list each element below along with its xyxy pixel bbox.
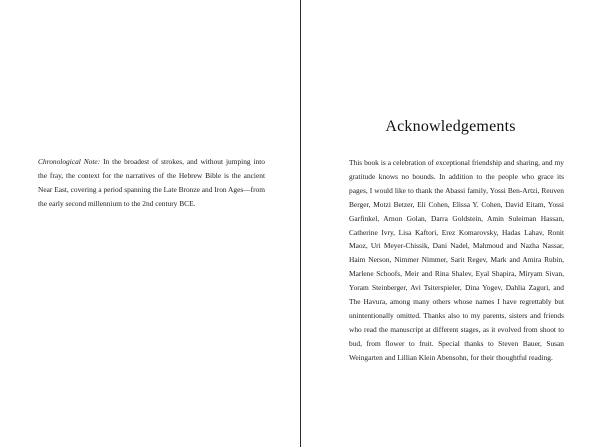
acknowledgements-body: This book is a celebration of exceptional friendship and sharing, and my gratitude knows no bounds. In addition to the people who grace its pages, I would like to thank the Abassi family, Yossi Ben-Artzi, Reuven Berger, Motzi Betzer, Eli Cohen, Elissa Y. Cohen, David Eitam, Yossi Garfinkel, Arnon Golan, Darra Goldstein, Amin Suleiman Hassan, Catherine Ivry, Lisa Kaftori, Erez Komarovsky, Hadas Lahav, Ronit Maoz, Uri Meyer-Chissik, Dani Nadel, Mahmoud and Nazha Nassar, Haim Nerson, Nimmer Nimmer, Sarit Regev, Mark and Amira Rubin, Marlene Schoofs, Meir and Rina Shalev, Eyal Shapira, Miryam Sivan, Yoram Steinberger, Avi Tsiterspieler, Dina Yogev, Dahlia Zaguri, and The Havura, among many others whose names I have regrettably but unintentionally omitted. Thanks also to my parents, sisters and friends who read the manuscript at different stages, as it evolved from shoot to bud, from flower to fruit. Special thanks to Steven Bauer, Susan Weingarten and Lillian Klein Abensohn, for their thoughtful reading.	[349, 158, 564, 362]
right-page	[301, 0, 600, 447]
chronological-note-lead: Chronological Note:	[38, 157, 101, 166]
chronological-note-body: In the broadest of strokes, and without jumping into the fray, the context for the narratives of the Hebrew Bible is the ancient Near East, covering a period spanning the Late Bronze and Iron Ages—from the early second millennium to the 2nd century BCE.	[38, 157, 266, 208]
page-title: Acknowledgements	[385, 118, 516, 135]
chronological-note	[38, 155, 265, 211]
